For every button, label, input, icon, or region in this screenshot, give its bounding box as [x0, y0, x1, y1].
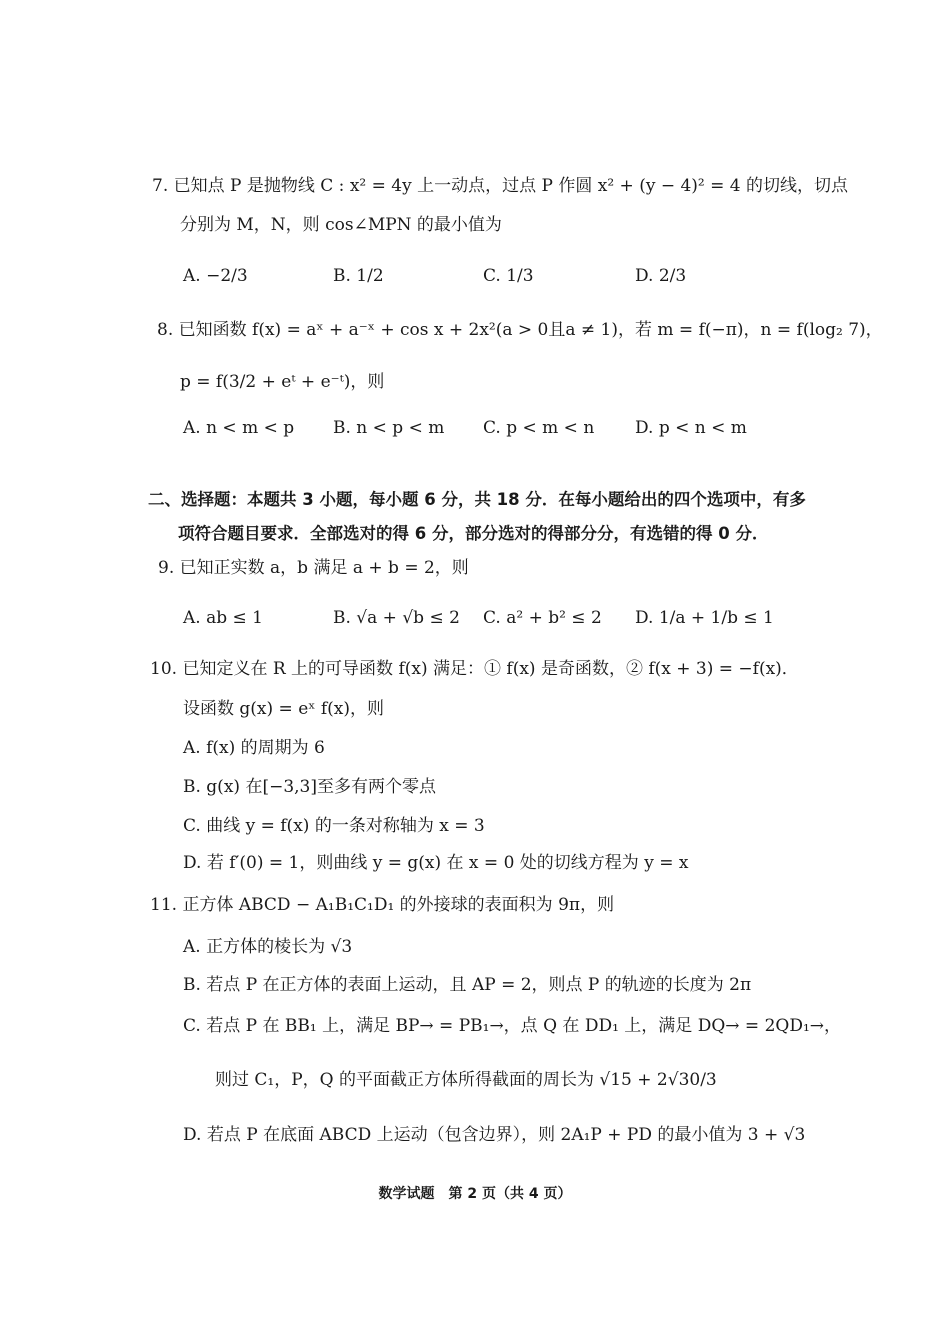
- q7-option-a: A. −2/3: [183, 266, 248, 286]
- q10-option-c: C. 曲线 y = f(x) 的一条对称轴为 x = 3: [183, 816, 485, 836]
- q7-line2: 分别为 M，N，则 cos∠MPN 的最小值为: [180, 215, 502, 235]
- q8-option-c: C. p < m < n: [483, 418, 595, 438]
- q11-stem: 11. 正方体 ABCD − A₁B₁C₁D₁ 的外接球的表面积为 9π，则: [150, 895, 615, 915]
- q7-line1: 7. 已知点 P 是抛物线 C : x² = 4y 上一动点，过点 P 作圆 x² + (y − 4)² = 4 的切线，切点: [152, 176, 849, 196]
- q8-line2: p = f(3/2 + eᵗ + e⁻ᵗ)，则: [180, 372, 385, 392]
- section2-heading-line1: 二、选择题：本题共 3 小题，每小题 6 分，共 18 分．在每小题给出的四个选项中，有多: [148, 490, 806, 509]
- q10-option-d: D. 若 f′(0) = 1，则曲线 y = g(x) 在 x = 0 处的切线方程为 y = x: [183, 853, 689, 873]
- q10-option-b: B. g(x) 在[−3,3]至多有两个零点: [183, 777, 436, 797]
- q8-option-d: D. p < n < m: [635, 418, 747, 438]
- q11-option-d: D. 若点 P 在底面 ABCD 上运动（包含边界），则 2A₁P + PD 的最小值为 3 + √3: [183, 1125, 806, 1145]
- q7-option-c: C. 1/3: [483, 266, 534, 286]
- q9-option-a: A. ab ≤ 1: [183, 608, 263, 628]
- q7-option-d: D. 2/3: [635, 266, 687, 286]
- q10-line1: 10. 已知定义在 R 上的可导函数 f(x) 满足：① f(x) 是奇函数，② f(x + 3) = −f(x)．: [150, 659, 799, 679]
- q9-option-b: B. √a + √b ≤ 2: [333, 608, 460, 628]
- q11-option-a: A. 正方体的棱长为 √3: [183, 937, 353, 957]
- q9-option-c: C. a² + b² ≤ 2: [483, 608, 602, 628]
- section2-heading-line2: 项符合题目要求．全部选对的得 6 分，部分选对的得部分分，有选错的得 0 分．: [178, 524, 769, 543]
- q8-line1: 8. 已知函数 f(x) = aˣ + a⁻ˣ + cos x + 2x²(a > 0且a ≠ 1)，若 m = f(−π)，n = f(log₂ 7)，: [157, 320, 883, 340]
- q9-option-d: D. 1/a + 1/b ≤ 1: [635, 608, 774, 628]
- q8-option-b: B. n < p < m: [333, 418, 445, 438]
- q11-option-c: C. 若点 P 在 BB₁ 上，满足 BP→ = PB₁→，点 Q 在 DD₁ 上，满足 DQ→ = 2QD₁→，: [183, 1016, 842, 1036]
- page-footer: 数学试题 第 2 页（共 4 页）: [378, 1186, 572, 1202]
- q10-option-a: A. f(x) 的周期为 6: [183, 738, 325, 758]
- q10-line2: 设函数 g(x) = eˣ f(x)，则: [183, 699, 385, 719]
- q7-option-b: B. 1/2: [333, 266, 384, 286]
- q11-option-c-continued: 则过 C₁，P，Q 的平面截正方体所得截面的周长为 √15 + 2√30/3: [215, 1070, 717, 1090]
- q9-stem: 9. 已知正实数 a，b 满足 a + b = 2，则: [158, 558, 469, 578]
- q11-option-b: B. 若点 P 在正方体的表面上运动，且 AP = 2，则点 P 的轨迹的长度为 2π: [183, 975, 752, 995]
- q8-option-a: A. n < m < p: [183, 418, 295, 438]
